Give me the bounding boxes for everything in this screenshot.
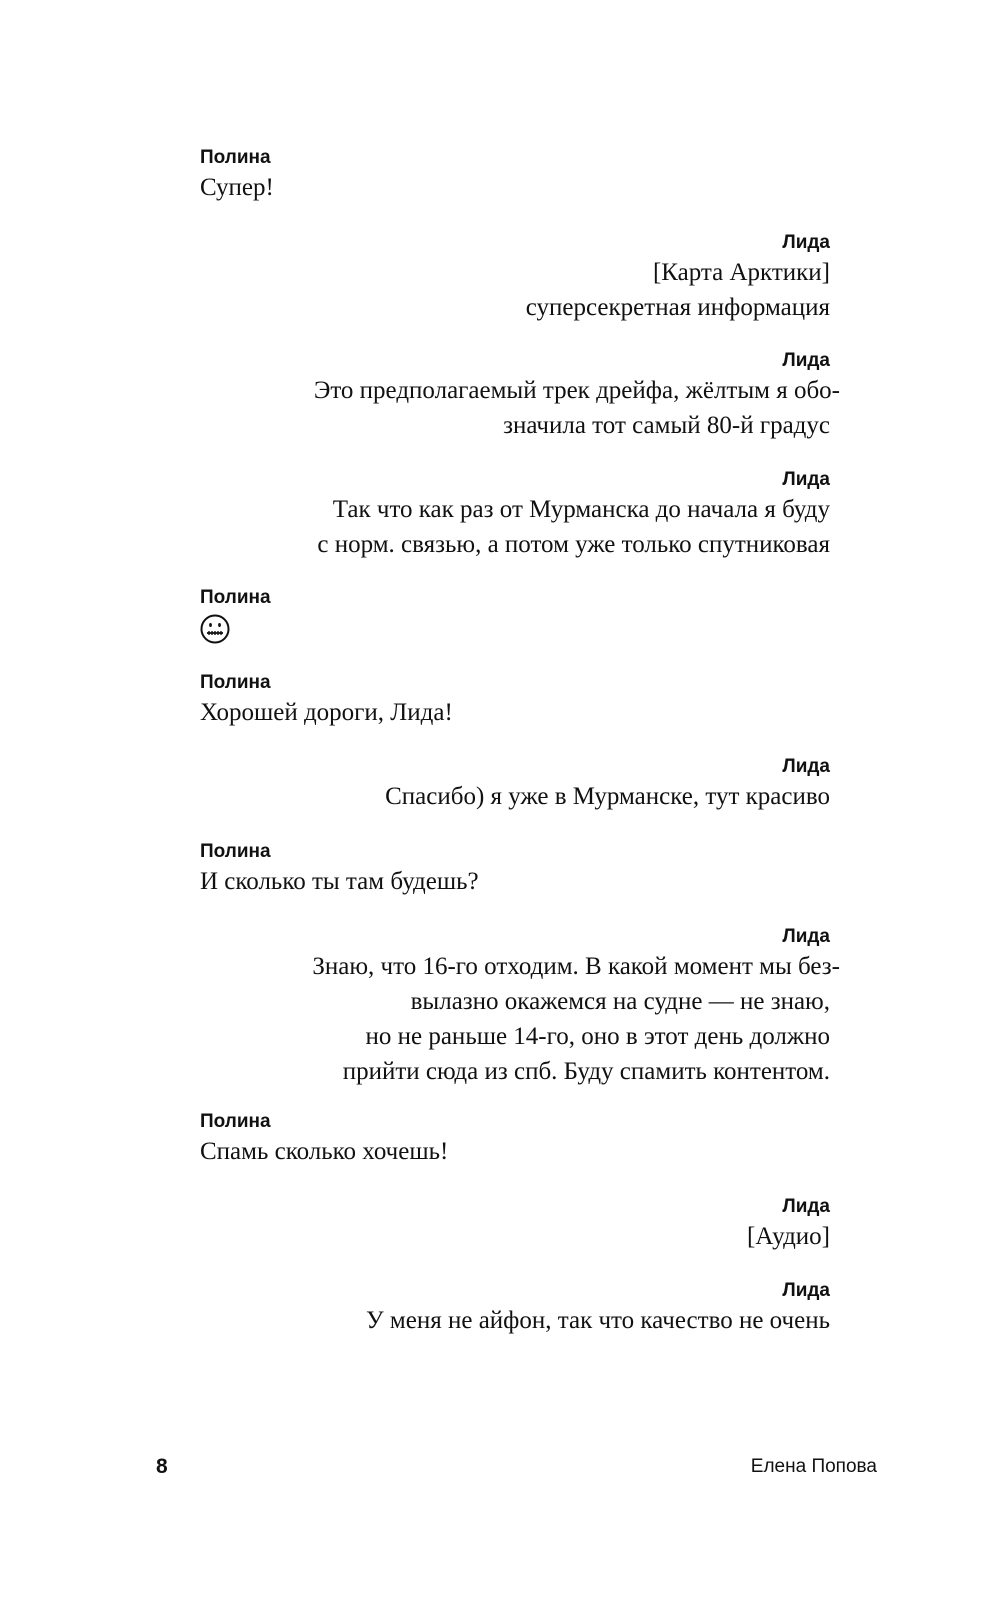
message-sender: Полина <box>200 672 271 693</box>
chat-message <box>200 586 830 644</box>
running-footer-author: Елена Попова <box>750 1456 877 1477</box>
message-sender: Полина <box>200 841 271 862</box>
message-text: суперсекретная информация <box>525 294 830 321</box>
chat-message <box>200 468 830 562</box>
message-sender: Полина <box>200 1111 271 1132</box>
message-text: Спасибо) я уже в Мурманске, тут красиво <box>385 783 830 810</box>
chat-message <box>200 1110 830 1169</box>
zipper-mouth-face-icon <box>200 614 230 644</box>
message-text: [Аудио] <box>747 1223 830 1250</box>
message-text: но не раньше 14-го, оно в этот день должно <box>365 1023 830 1050</box>
message-text: Супер! <box>200 174 274 201</box>
message-text: Это предполагаемый трек дрейфа, жёлтым я обо- <box>313 377 840 404</box>
message-text: значила тот самый 80-й градус <box>503 412 830 439</box>
message-text: Хорошей дороги, Лида! <box>200 699 453 726</box>
chat-message <box>200 925 840 1089</box>
chat-message <box>200 840 830 899</box>
chat-message <box>200 671 830 730</box>
message-text: вылазно окажемся на судне — не знаю, <box>410 988 830 1015</box>
chat-message <box>200 231 830 325</box>
message-text: И сколько ты там будешь? <box>200 868 479 895</box>
message-text: У меня не айфон, так что качество не очень <box>365 1307 830 1334</box>
message-sender: Полина <box>200 587 271 608</box>
chat-message <box>200 146 830 205</box>
message-text: Знаю, что 16-го отходим. В какой момент мы без- <box>312 953 840 980</box>
message-sender: Лида <box>782 926 830 947</box>
page-number: 8 <box>156 1455 168 1478</box>
message-text: прийти сюда из спб. Буду спамить контентом. <box>342 1058 830 1085</box>
chat-message <box>200 1279 830 1338</box>
message-sender: Лида <box>782 469 830 490</box>
message-text: с норм. связью, а потом уже только спутниковая <box>317 531 830 558</box>
message-sender: Лида <box>782 232 830 253</box>
message-text: Так что как раз от Мурманска до начала я буду <box>332 496 830 523</box>
message-sender: Лида <box>782 1280 830 1301</box>
message-text: [Карта Арктики] <box>652 259 830 286</box>
chat-message <box>200 1195 830 1254</box>
message-sender: Лида <box>782 1196 830 1217</box>
message-text: Спамь сколько хочешь! <box>200 1138 449 1165</box>
chat-message <box>200 755 830 814</box>
message-sender: Лида <box>782 350 830 371</box>
message-sender: Полина <box>200 147 271 168</box>
chat-message <box>200 349 840 443</box>
message-sender: Лида <box>782 756 830 777</box>
